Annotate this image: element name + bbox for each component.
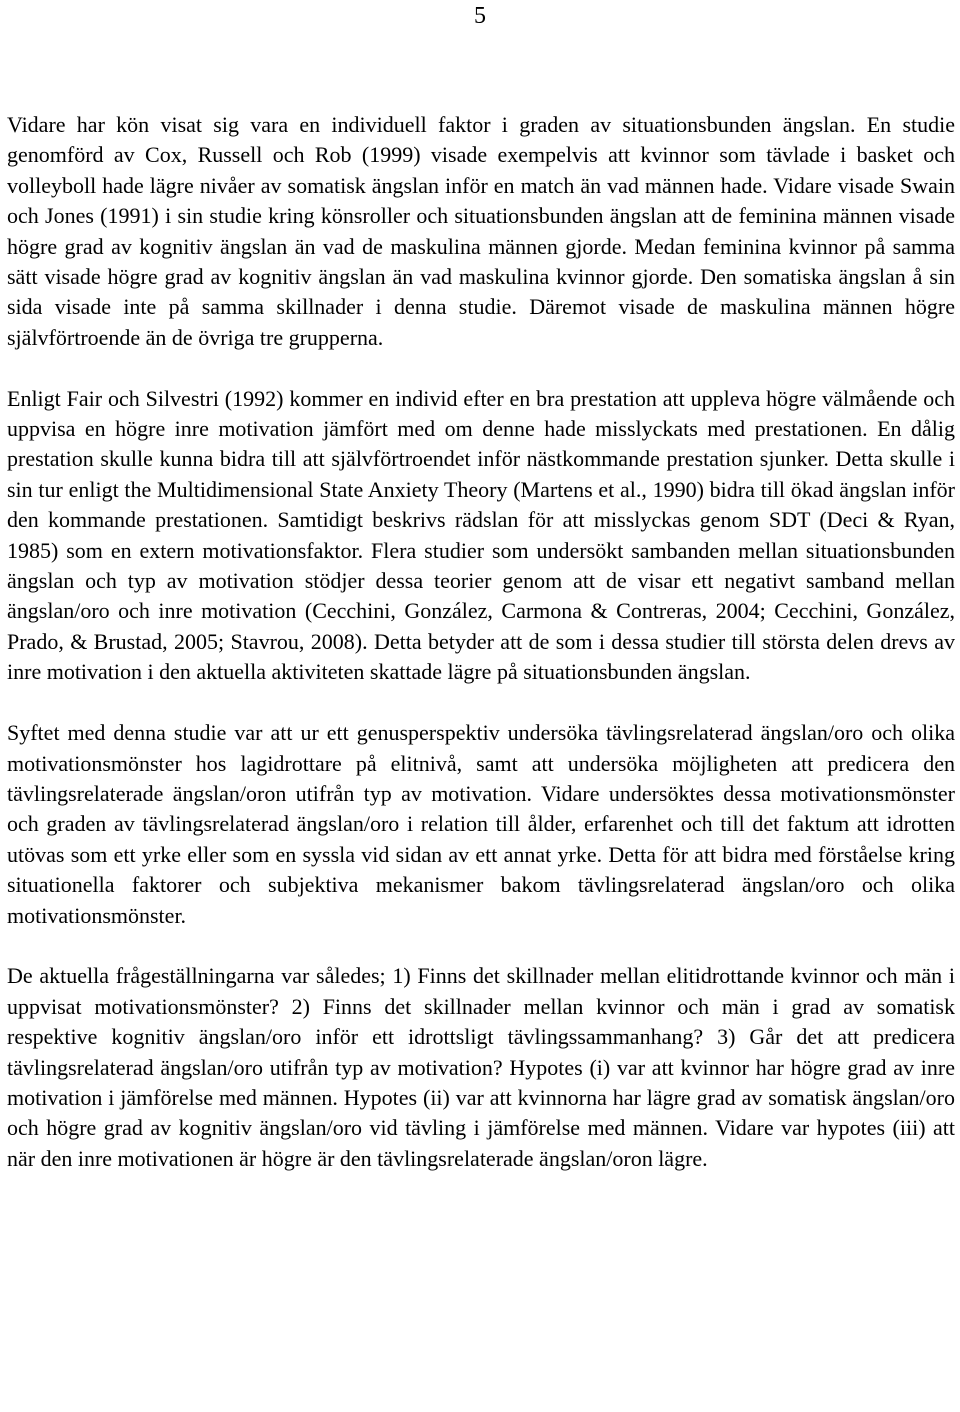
paragraph-performance-motivation: Enligt Fair och Silvestri (1992) kommer en individ efter en bra prestation att uppleva högre välmående och uppvisa en högre inre motivation jämfört med om denne hade misslyckats med prestationen. En dålig prestation skulle kunna bidra till att självförtroendet inför nästkommande prestation sjunker. Detta skulle i sin tur enligt the Multidimensional State Anxiety Theory (Martens et al., 1990) bidra till ökad ängslan inför den kommande prestationen. Samtidigt beskrivs rädslan för att misslyckas genom SDT (Deci & Ryan, 1985) som en extern motivationsfaktor. Flera studier som undersökt sambanden mellan situationsbunden ängslan och typ av motivation stödjer dessa teorier genom att de visar ett negativt samband mellan ängslan/oro och inre motivation (Cecchini, González, Carmona & Contreras, 2004; Cecchini, González, Prado, & Brustad, 2005; Stavrou, 2008). Detta betyder att de som i dessa studier till största delen drevs av inre motivation i den aktuella aktiviteten skattade lägre på situationsbunden ängslan.: [7, 385, 955, 685]
paragraph-study-aim: Syftet med denna studie var att ur ett genusperspektiv undersöka tävlingsrelaterad ängslan/oro och olika motivationsmönster hos lagidrottare på elitnivå, samt att undersöka möjligheten att predicera den tävlingsrelaterade ängslan/oron utifrån typ av motivation. Vidare undersöktes dessa motivationsmönster och graden av tävlingsrelaterad ängslan/oro i relation till ålder, erfarenhet och till det faktum att idrotten utövas som ett yrke eller som en syssla vid sidan av ett annat yrke. Detta för att bidra med förståelse kring situationella faktorer och subjektiva mekanismer bakom tävlingsrelaterad ängslan/oro och olika motivationsmönster.: [7, 720, 955, 928]
document-body: [7, 110, 955, 1174]
paragraph-research-questions: De aktuella frågeställningarna var således; 1) Finns det skillnader mellan elitidrottande kvinnor och män i uppvisat motivationsmönster? 2) Finns det skillnader mellan kvinnor och män i grad av somatisk respektive kognitiv ängslan/oro inför ett idrottsligt tävlingssammanhang? 3) Går det att predicera tävlingsrelaterad ängslan/oro utifrån typ av motivation? Hypotes (i) var att kvinnor har högre grad av inre motivation i jämförelse med männen. Hypotes (ii) var att kvinnorna har lägre grad av somatisk ängslan/oro och högre grad av kognitiv ängslan/oro vid tävling i jämförelse med männen. Vidare var hypotes (iii) att när den inre motivationen är högre är den tävlingsrelaterade ängslan/oron lägre.: [7, 963, 955, 1171]
page-number: 5: [474, 3, 486, 29]
paragraph-gender-anxiety: Vidare har kön visat sig vara en individuell faktor i graden av situationsbunden ängslan. En studie genomförd av Cox, Russell och Rob (1999) visade exempelvis att kvinnor som tävlade i basket och volleyboll hade lägre nivåer av somatisk ängslan inför en match än vad männen hade. Vidare visade Swain och Jones (1991) i sin studie kring könsroller och situationsbunden ängslan att de feminina männen visade högre grad av kognitiv ängslan än vad de maskulina männen gjorde. Medan feminina kvinnor på samma sätt visade högre grad av kognitiv ängslan än vad maskulina kvinnor gjorde. Den somatiska ängslan å sin sida visade inte på samma skillnader i denna studie. Däremot visade de maskulina männen högre självförtroende än de övriga tre grupperna.: [7, 112, 955, 350]
